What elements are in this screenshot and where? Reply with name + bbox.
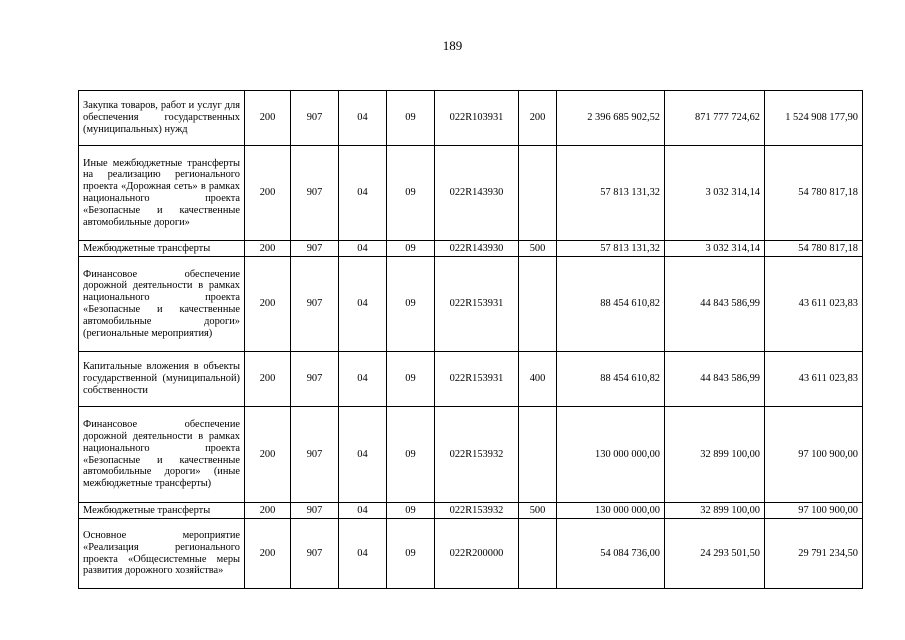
- amount-total: 57 813 131,32: [557, 146, 665, 241]
- subsection-code: 09: [387, 257, 435, 352]
- target-article-code: 022R153931: [435, 257, 519, 352]
- code-1: 200: [245, 503, 291, 519]
- section-code: 04: [339, 257, 387, 352]
- code-2: 907: [291, 91, 339, 146]
- code-1: 200: [245, 91, 291, 146]
- expense-type-code: 400: [519, 352, 557, 407]
- amount-total: 54 084 736,00: [557, 519, 665, 589]
- table-row: [79, 146, 863, 241]
- section-code: 04: [339, 519, 387, 589]
- code-1: 200: [245, 257, 291, 352]
- subsection-code: 09: [387, 519, 435, 589]
- amount-3: 43 611 023,83: [765, 257, 863, 352]
- row-name: Иные межбюджетные трансферты на реализацию регионального проекта «Дорожная сеть» в рамках национального проекта «Безопасные и качественные автомобильные дороги»: [79, 146, 245, 241]
- amount-2: 32 899 100,00: [665, 503, 765, 519]
- subsection-code: 09: [387, 407, 435, 503]
- row-name: Основное мероприятие «Реализация регионального проекта «Общесистемные меры развития дорожного хозяйства»: [79, 519, 245, 589]
- amount-2: 44 843 586,99: [665, 257, 765, 352]
- section-code: 04: [339, 91, 387, 146]
- target-article-code: 022R153932: [435, 503, 519, 519]
- code-2: 907: [291, 257, 339, 352]
- code-2: 907: [291, 503, 339, 519]
- subsection-code: 09: [387, 241, 435, 257]
- row-name: Закупка товаров, работ и услуг для обеспечения государственных (муниципальных) нужд: [79, 91, 245, 146]
- target-article-code: 022R153932: [435, 407, 519, 503]
- amount-2: 3 032 314,14: [665, 146, 765, 241]
- target-article-code: 022R143930: [435, 146, 519, 241]
- expense-type-code: 200: [519, 91, 557, 146]
- expense-type-code: 500: [519, 503, 557, 519]
- code-2: 907: [291, 241, 339, 257]
- target-article-code: 022R103931: [435, 91, 519, 146]
- target-article-code: 022R143930: [435, 241, 519, 257]
- table-row: [79, 352, 863, 407]
- target-article-code: 022R153931: [435, 352, 519, 407]
- amount-total: 88 454 610,82: [557, 352, 665, 407]
- page-number: 189: [442, 38, 463, 53]
- subsection-code: 09: [387, 352, 435, 407]
- amount-total: 88 454 610,82: [557, 257, 665, 352]
- code-1: 200: [245, 241, 291, 257]
- amount-2: 32 899 100,00: [665, 407, 765, 503]
- amount-total: 130 000 000,00: [557, 407, 665, 503]
- table-row: [79, 503, 863, 519]
- amount-total: 2 396 685 902,52: [557, 91, 665, 146]
- expense-type-code: [519, 257, 557, 352]
- amount-2: 3 032 314,14: [665, 241, 765, 257]
- code-1: 200: [245, 519, 291, 589]
- section-code: 04: [339, 352, 387, 407]
- expense-type-code: [519, 146, 557, 241]
- expense-type-code: [519, 407, 557, 503]
- code-2: 907: [291, 352, 339, 407]
- amount-3: 54 780 817,18: [765, 241, 863, 257]
- table-row: [79, 241, 863, 257]
- subsection-code: 09: [387, 91, 435, 146]
- expense-type-code: [519, 519, 557, 589]
- amount-2: 871 777 724,62: [665, 91, 765, 146]
- code-1: 200: [245, 352, 291, 407]
- amount-2: 24 293 501,50: [665, 519, 765, 589]
- expense-type-code: 500: [519, 241, 557, 257]
- amount-3: 54 780 817,18: [765, 146, 863, 241]
- code-1: 200: [245, 407, 291, 503]
- table-row: [79, 91, 863, 146]
- amount-3: 97 100 900,00: [765, 407, 863, 503]
- amount-3: 97 100 900,00: [765, 503, 863, 519]
- amount-3: 29 791 234,50: [765, 519, 863, 589]
- row-name: Капитальные вложения в объекты государственной (муниципальной) собственности: [79, 352, 245, 407]
- table-row: [79, 519, 863, 589]
- code-2: 907: [291, 146, 339, 241]
- section-code: 04: [339, 407, 387, 503]
- section-code: 04: [339, 503, 387, 519]
- row-name: Межбюджетные трансферты: [79, 503, 245, 519]
- row-name: Финансовое обеспечение дорожной деятельности в рамках национального проекта «Безопасные и качественные автомобильные дороги» (региональные мероприятия): [79, 257, 245, 352]
- subsection-code: 09: [387, 503, 435, 519]
- amount-total: 130 000 000,00: [557, 503, 665, 519]
- row-name: Финансовое обеспечение дорожной деятельности в рамках национального проекта «Безопасные и качественные автомобильные дороги» (иные межбюджетные трансферты): [79, 407, 245, 503]
- amount-3: 1 524 908 177,90: [765, 91, 863, 146]
- section-code: 04: [339, 146, 387, 241]
- target-article-code: 022R200000: [435, 519, 519, 589]
- table-row: [79, 257, 863, 352]
- amount-3: 43 611 023,83: [765, 352, 863, 407]
- subsection-code: 09: [387, 146, 435, 241]
- code-2: 907: [291, 519, 339, 589]
- section-code: 04: [339, 241, 387, 257]
- amount-2: 44 843 586,99: [665, 352, 765, 407]
- code-2: 907: [291, 407, 339, 503]
- amount-total: 57 813 131,32: [557, 241, 665, 257]
- row-name: Межбюджетные трансферты: [79, 241, 245, 257]
- table-row: [79, 407, 863, 503]
- code-1: 200: [245, 146, 291, 241]
- budget-table: [78, 90, 863, 589]
